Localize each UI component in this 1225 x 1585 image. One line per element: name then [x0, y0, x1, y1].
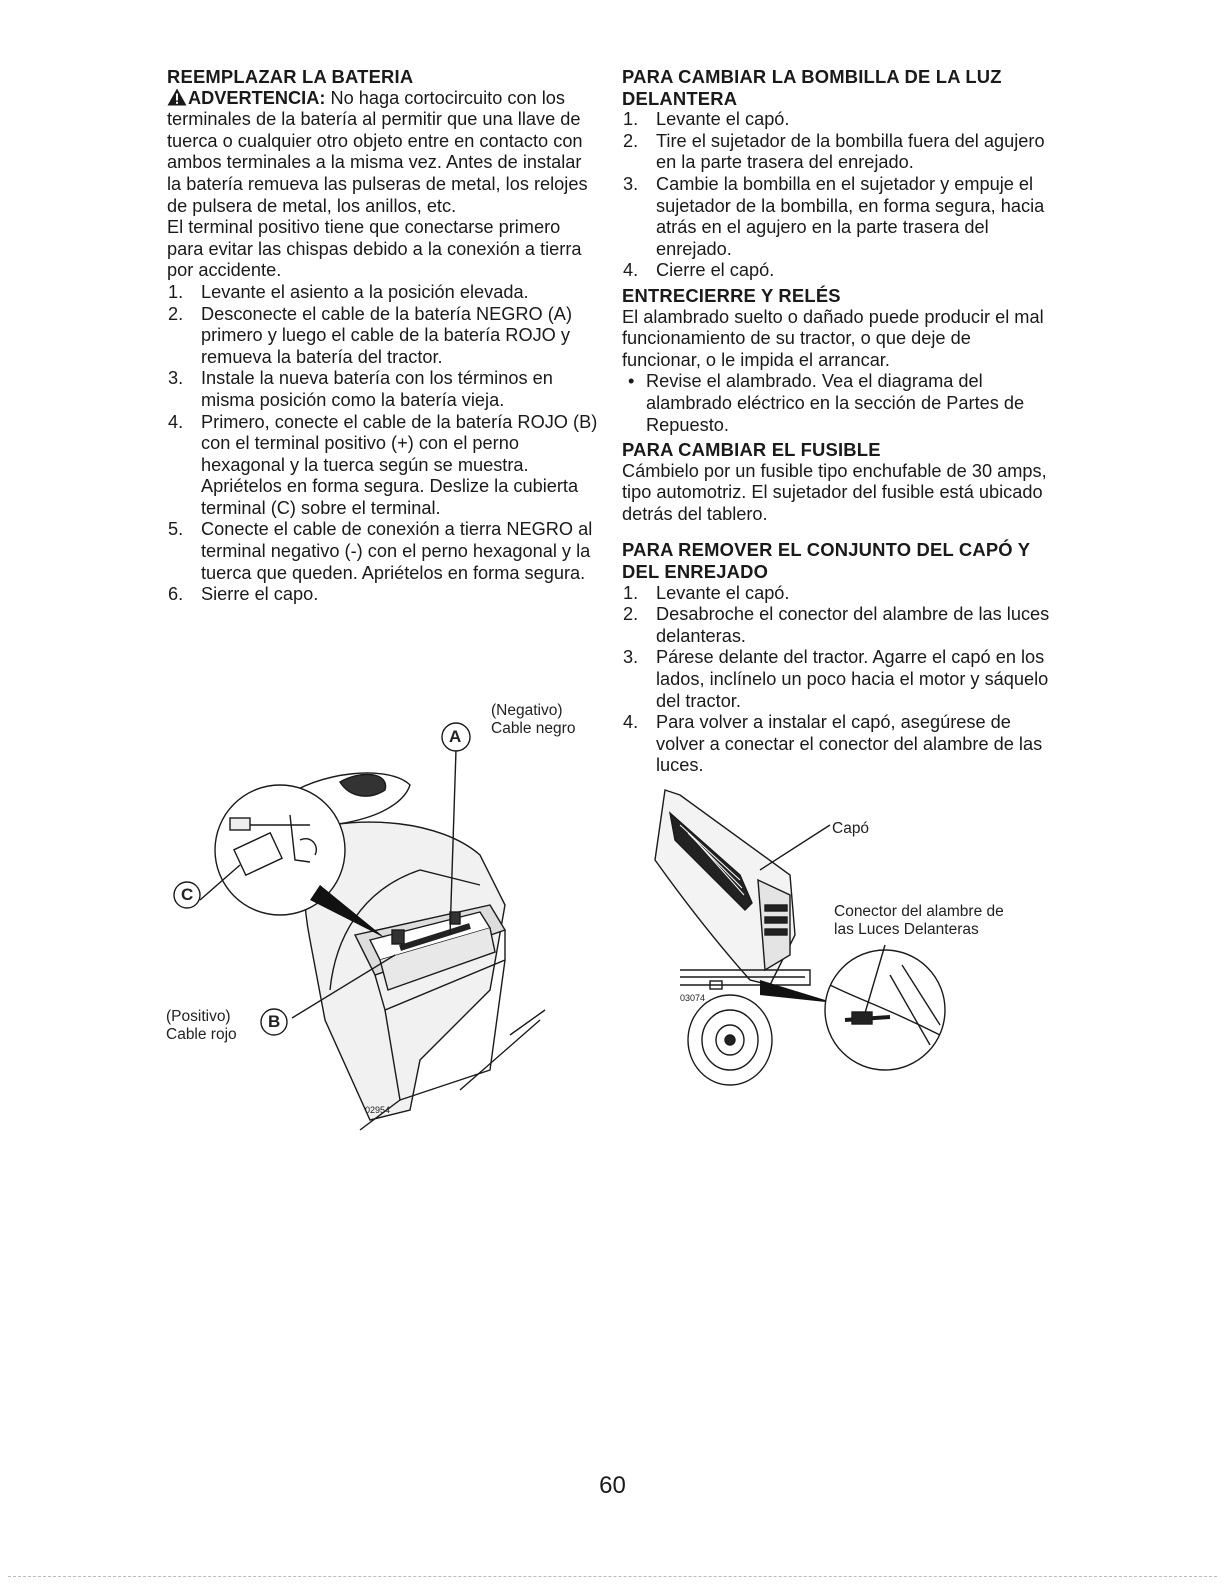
step-number: 6.	[168, 584, 184, 605]
list-item	[622, 260, 1054, 282]
right-column	[622, 66, 1054, 777]
list-item	[167, 584, 599, 606]
hood-figure	[640, 785, 1040, 1095]
step-number: 4.	[623, 712, 639, 733]
section-title-fuse: PARA CAMBIAR EL FUSIBLE	[622, 439, 881, 461]
figure-code: 02954	[365, 1105, 391, 1115]
interlock-bullets	[622, 371, 1054, 436]
list-item	[622, 131, 1054, 174]
hood-steps	[622, 583, 1054, 777]
step-text: Levante el capó.	[656, 582, 790, 603]
step-number: 4.	[168, 411, 184, 432]
step-text: Párese delante del tractor. Agarre el capó en los lados, inclínelo un poco hacia el motor y sáquelo del tractor.	[656, 647, 1049, 711]
step-number: 2.	[623, 130, 639, 151]
fuse-text: Cámbielo por un fusible tipo enchufable de 30 amps, tipo automotriz. El sujetador del fusible está ubicado detrás del tablero.	[622, 460, 1047, 524]
step-text: Sierre el capo.	[201, 584, 319, 605]
step-text: Desabroche el conector del alambre de las luces delanteras.	[656, 604, 1050, 646]
step-text: Instale la nueva batería con los términos en misma posición como la batería vieja.	[201, 368, 553, 410]
list-item	[167, 368, 599, 411]
list-item	[167, 304, 599, 369]
figure-code: 03074	[680, 993, 706, 1003]
step-text: Levante el capó.	[656, 109, 790, 130]
step-number: 3.	[168, 368, 184, 389]
page-number: 60	[599, 1472, 626, 1499]
section-title-interlock: ENTRECIERRE Y RELÉS	[622, 284, 841, 306]
positive-cable-label: Cable rojo	[166, 1026, 237, 1043]
step-text: Para volver a instalar el capó, asegúrese de volver a conectar el conector del alambre de las luces.	[656, 712, 1043, 776]
list-item	[622, 604, 1054, 647]
list-item	[622, 583, 1054, 605]
step-number: 1.	[168, 281, 184, 302]
interlock-text: El alambrado suelto o dañado puede producir el mal funcionamiento de su tractor, o que deje de funcionar, o le impida el arrancar.	[622, 306, 1044, 370]
warning-label: ADVERTENCIA:	[188, 87, 326, 108]
battery-illustration	[160, 690, 610, 1135]
callout-c: C	[181, 885, 194, 904]
step-number: 5.	[168, 519, 184, 540]
step-number: 1.	[623, 582, 639, 603]
list-item	[167, 282, 599, 304]
step-text: Levante el asiento a la posición elevada.	[201, 281, 529, 302]
left-column	[167, 66, 599, 606]
list-item	[622, 712, 1054, 777]
list-item	[167, 412, 599, 520]
step-number: 2.	[168, 303, 184, 324]
step-text: Primero, conecte el cable de la batería ROJO (B) con el terminal positivo (+) con el perno hexagonal y la tuerca según se muestra. Apriételos en forma segura. Deslize la cubierta terminal (C) sobre el terminal.	[201, 411, 598, 518]
step-number: 3.	[623, 173, 639, 194]
section-title-battery: REEMPLAZAR LA BATERIA	[167, 66, 414, 87]
list-item	[622, 109, 1054, 131]
step-text: Cambie la bombilla en el sujetador y empuje el sujetador de la bombilla, en forma segura, hacia atrás en el agujero en la parte trasera del enrejado.	[656, 173, 1045, 259]
step-number: 3.	[623, 647, 639, 668]
capo-label: Capó	[832, 820, 870, 837]
list-item	[167, 519, 599, 584]
list-item	[622, 647, 1054, 712]
positive-label: (Positivo)	[166, 1008, 231, 1025]
step-text: Desconecte el cable de la batería NEGRO (A) primero y luego el cable de la batería ROJO y remueva la batería del tractor.	[201, 303, 572, 367]
step-number: 4.	[623, 260, 639, 281]
warning-icon	[167, 88, 187, 106]
connector-label-line1: Conector del alambre de	[834, 903, 1004, 920]
step-text: Conecte el cable de conexión a tierra NEGRO al terminal negativo (-) con el perno hexagonal y la tuerca que queden. Apriételos en forma segura.	[201, 519, 593, 583]
negative-label: (Negativo)	[491, 702, 563, 719]
scan-edge-rule	[8, 1576, 1217, 1577]
connector-label-line2: las Luces Delanteras	[834, 921, 979, 938]
negative-cable-label: Cable negro	[491, 720, 576, 737]
step-number: 1.	[623, 109, 639, 130]
step-number: 2.	[623, 604, 639, 625]
step-text: Tire el sujetador de la bombilla fuera del agujero en la parte trasera del enrejado.	[656, 130, 1045, 173]
headlight-steps	[622, 109, 1054, 282]
list-item	[622, 174, 1054, 260]
section-title-headlight: PARA CAMBIAR LA BOMBILLA DE LA LUZ DELANTERA	[622, 66, 1002, 109]
list-item: • Revise el alambrado. Vea el diagrama del alambrado eléctrico en la sección de Partes de Repuesto.	[628, 371, 1025, 435]
section-title-hood: PARA REMOVER EL CONJUNTO DEL CAPÓ Y DEL ENREJADO	[622, 539, 1030, 583]
warning-text: No haga cortocircuito con los terminales de la batería al permitir que una llave de tuerca o cualquier otro objeto entre en contacto con ambos terminales a la misma vez. Antes de instalar la batería remueva las pulseras de metal, los relojes de pulsera de metal, los anillos, etc.	[167, 87, 588, 216]
step-text: Cierre el capó.	[656, 260, 775, 281]
warning-paragraph	[167, 88, 599, 218]
callout-a: A	[449, 727, 462, 746]
battery-figure	[160, 690, 610, 1135]
battery-steps	[167, 282, 599, 606]
bullet-text: Revise el alambrado. Vea el diagrama del alambrado eléctrico en la sección de Partes de Repuesto.	[646, 371, 1025, 435]
callout-b: B	[268, 1012, 281, 1031]
battery-note: El terminal positivo tiene que conectarse primero para evitar las chispas debido a la conexión a tierra por accidente.	[167, 217, 582, 281]
